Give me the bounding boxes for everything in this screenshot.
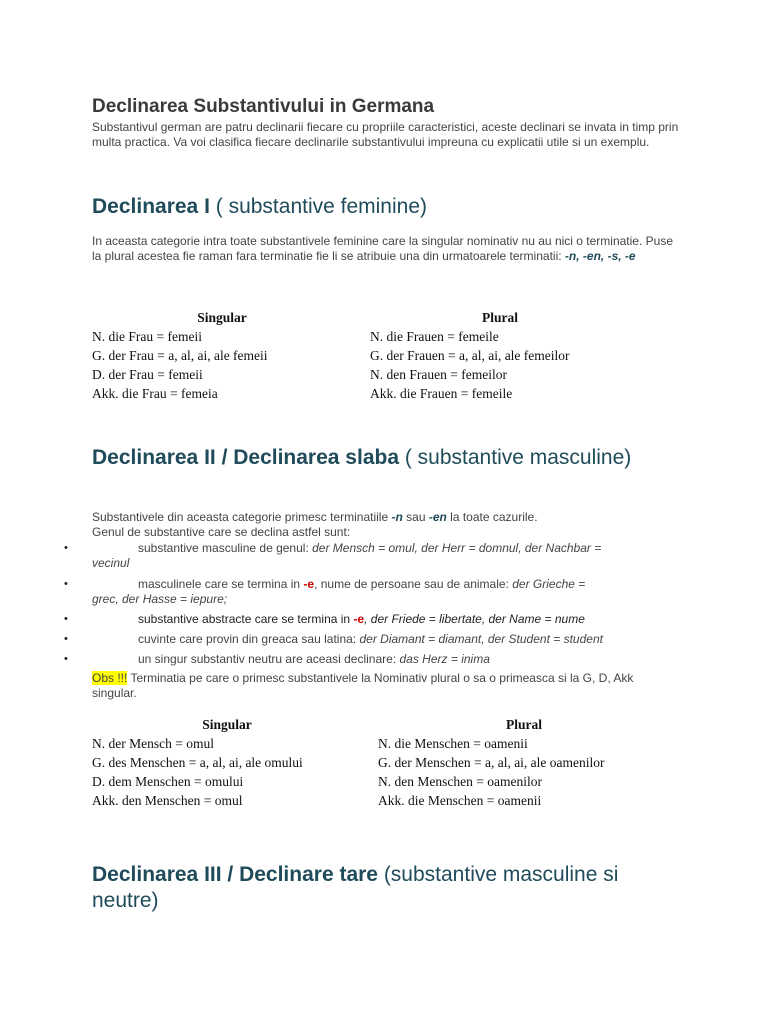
bullet-icon: • [64, 542, 68, 554]
section-1-singular-column [92, 308, 352, 403]
section-1-heading-bold: Declinarea I [92, 195, 210, 218]
list-item-text [62, 577, 692, 592]
table-row: G. der Menschen = a, al, ai, ale oamenilor [378, 755, 605, 770]
example: der Diamant = diamant, der Student = student [359, 632, 603, 646]
termination-e: -e [303, 577, 315, 591]
table-row: G. der Frauen = a, al, ai, ale femeilor [370, 348, 570, 363]
text: sau [402, 510, 429, 524]
table-row: N. den Frauen = femeilor [370, 367, 507, 382]
list-item-text [62, 632, 692, 647]
table-row: N. die Menschen = oamenii [378, 736, 528, 751]
example: das Herz = inima [399, 652, 490, 666]
table-row: Akk. die Frauen = femeile [370, 386, 513, 401]
termination-n: -n [391, 510, 403, 524]
list-item [62, 612, 692, 627]
observation-label: Obs !!! [92, 671, 128, 685]
text: , nume de persoane sau de animale: [314, 577, 513, 591]
list-item-text [62, 541, 692, 556]
section-2-bullet-list [62, 540, 692, 667]
document-title: Declinarea Substantivului in Germana [92, 96, 435, 117]
text: substantive abstracte care se termina in [138, 612, 354, 626]
text: Genul de substantive care se declina astfel sunt: [92, 525, 351, 539]
list-item [62, 652, 692, 667]
example-continued: grec, der Hasse = iepure; [92, 592, 228, 606]
singular-header: Singular [202, 717, 252, 732]
example: der Mensch = omul, der Herr = domnul, der Nachbar = [312, 541, 602, 555]
table-row: D. dem Menschen = omului [92, 774, 244, 789]
list-item [62, 632, 692, 647]
list-item [62, 577, 692, 607]
intro-paragraph: Substantivul german are patru declinarii fiecare cu propriile caracteristici, aceste declinari se invata in timp prin multa practica. Va voi clasifica fiecare declinarile substantivului impreuna cu explicatii utile si un exemplu. [92, 120, 679, 149]
text: masculinele care se termina in [138, 577, 304, 591]
section-1-text-body: In aceasta categorie intra toate substantivele feminine care la singular nominativ nu au nici o terminatie. Puse la plural acestea fie raman fara terminatie fie li se atribuie una din urmatoarele terminatii: [92, 234, 673, 263]
table-row: N. die Frauen = femeile [370, 329, 499, 344]
section-2-heading-rest: ( substantive masculine) [399, 446, 632, 469]
section-1-terminations: -n, -en, -s, -e [564, 249, 636, 263]
table-row: N. der Mensch = omul [92, 736, 214, 751]
table-row: D. der Frau = femeii [92, 367, 203, 382]
list-item-text [62, 612, 692, 627]
section-2-heading [92, 445, 652, 471]
text: substantive masculine de genul: [138, 541, 313, 555]
termination-en: -en [428, 510, 447, 524]
bullet-icon: • [64, 653, 68, 665]
text: Substantivele din aceasta categorie primesc terminatiile [92, 510, 392, 524]
section-3-heading [92, 862, 682, 914]
termination-e: -e [353, 612, 365, 626]
example-continued: vecinul [92, 556, 130, 570]
table-row: Akk. die Menschen = oamenii [378, 793, 542, 808]
section-3-heading-bold: Declinarea III / Declinare tare [92, 863, 378, 886]
bullet-icon: • [64, 613, 68, 625]
section-2-singular-column [92, 715, 362, 810]
table-row: N. die Frau = femeii [92, 329, 202, 344]
section-1-heading [92, 194, 692, 220]
bullet-icon: • [64, 633, 68, 645]
example: , der Friede = libertate, der Name = nume [364, 612, 585, 626]
text: cuvinte care provin din greaca sau latina: [138, 632, 360, 646]
table-row: N. den Menschen = oamenilor [378, 774, 542, 789]
bullet-icon: • [64, 578, 68, 590]
table-row: Akk. die Frau = femeia [92, 386, 218, 401]
list-item [62, 541, 692, 571]
list-item-text [62, 652, 692, 667]
table-row: G. des Menschen = a, al, ai, ale omului [92, 755, 303, 770]
section-2-plural-column [378, 715, 670, 810]
observation-note [92, 671, 672, 701]
section-2-text [92, 510, 682, 540]
example: der Grieche = [512, 577, 586, 591]
observation-text: Terminatia pe care o primesc substantivele la Nominativ plural o sa o primeasca si la G, D, Akk singular. [92, 671, 634, 700]
section-1-text [92, 234, 682, 264]
table-row: G. der Frau = a, al, ai, ale femeii [92, 348, 268, 363]
table-row: Akk. den Menschen = omul [92, 793, 243, 808]
plural-header: Plural [482, 310, 518, 325]
text: un singur substantiv neutru are aceasi declinare: [138, 652, 400, 666]
singular-header: Singular [197, 310, 247, 325]
section-1-plural-column [370, 308, 630, 403]
section-1-heading-rest: ( substantive feminine) [209, 195, 428, 218]
text: la toate cazurile. [446, 510, 538, 524]
section-2-heading-bold: Declinarea II / Declinarea slaba [92, 446, 400, 469]
plural-header: Plural [506, 717, 542, 732]
section-3-heading-rest: (substantive masculine si neutre) [92, 863, 619, 912]
